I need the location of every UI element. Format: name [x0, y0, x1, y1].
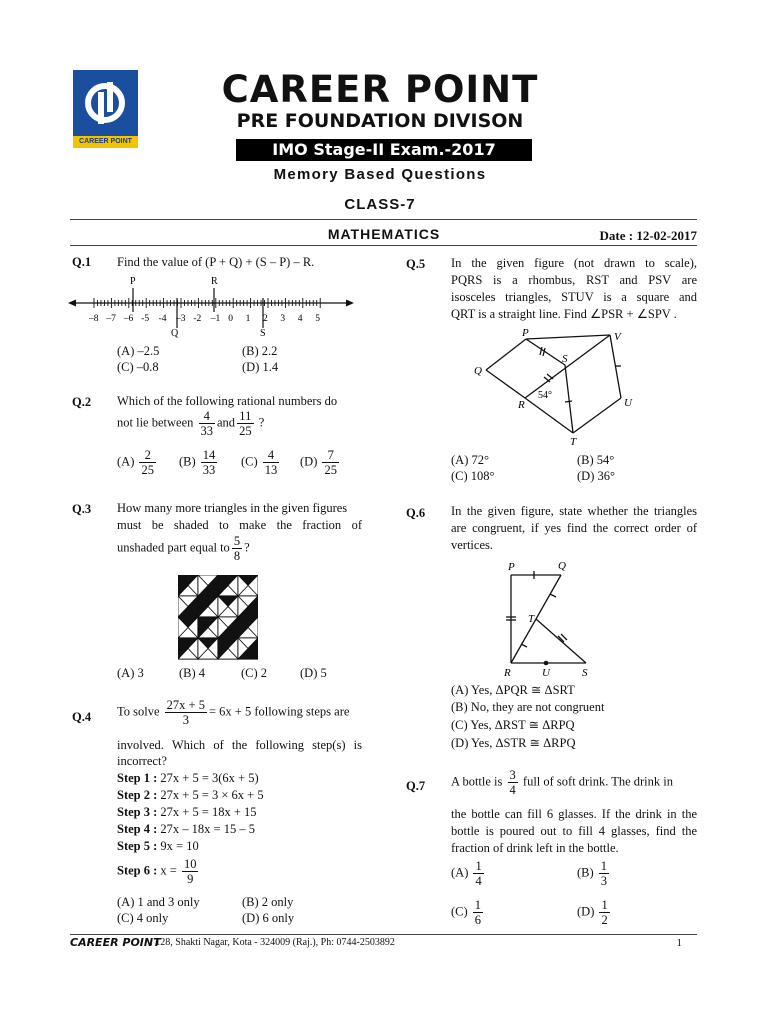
- question-text-4: QRT is a straight line. Find ∠PSR + ∠SPV .: [451, 307, 677, 321]
- career-point-logo: [73, 70, 138, 148]
- angle-label: 54°: [538, 390, 552, 401]
- label-r: R: [504, 667, 511, 679]
- label-u: U: [624, 397, 632, 409]
- division-title: PRE FOUNDATION DIVISON: [236, 110, 524, 132]
- label-q: Q: [558, 560, 566, 572]
- option-d: (D) $\frac{1}{2}$: [577, 898, 608, 927]
- label-t: T: [570, 436, 577, 448]
- option-c: (C) 4 only: [117, 911, 169, 925]
- option-b: (B) $\frac{14}{33}$: [179, 448, 216, 477]
- option-d: (D) Yes, ΔSTR ≅ ΔRPQ: [451, 736, 576, 750]
- step-6: Step 6 : x = $\frac{10}{9}$: [117, 857, 197, 886]
- question-text: To solve $\frac{27x + 5}{3}$ = 6x + 5 following steps are: [117, 698, 350, 727]
- tick-label: -2: [193, 314, 202, 324]
- memory-heading: Memory Based Questions: [273, 166, 487, 183]
- label-r: R: [211, 276, 218, 287]
- option-c: (C) 108°: [451, 469, 495, 483]
- step-1: Step 1 : 27x + 5 = 3(6x + 5): [117, 771, 259, 785]
- question-text-2: involved. Which of the following step(s) is: [117, 738, 362, 752]
- tick-label: –8: [89, 314, 99, 324]
- label-q: Q: [474, 365, 482, 377]
- tick-label: –7: [106, 314, 116, 324]
- triangle-grid-figure: [178, 575, 258, 661]
- question-text-2: the bottle can fill 6 glasses. If the drink in the: [451, 807, 697, 821]
- question-text-2: PQRS is a rhombus, RST and PSV are: [451, 273, 697, 287]
- question-text-2: are congruent, if yes find the correct order of: [451, 521, 697, 535]
- tick-label: -4: [158, 314, 167, 324]
- label-u: U: [542, 667, 550, 679]
- label-p: P: [508, 561, 515, 573]
- question-number: Q.5: [406, 257, 426, 271]
- option-d: (D) $\frac{7}{25}$: [300, 448, 337, 477]
- option-b: (B) 4: [179, 666, 206, 680]
- question-text: Find the value of (P + Q) + (S – P) – R.: [117, 255, 315, 269]
- option-a: (A) –2.5: [117, 344, 160, 358]
- option-c: (C) Yes, ΔRST ≅ ΔRPQ: [451, 718, 575, 732]
- header-divider: [70, 219, 697, 220]
- option-d: (D) 5: [300, 666, 327, 680]
- question-text-2: not lie between $\frac{4}{33}$ and $\frac{11}{25}$ ?: [117, 409, 265, 438]
- question-text: Which of the following rational numbers do: [117, 394, 338, 408]
- footer-brand: CAREER POINT: [70, 936, 161, 949]
- tick-label: 4: [297, 314, 303, 324]
- subject-heading: MATHEMATICS: [327, 226, 441, 242]
- question-number: Q.3: [72, 502, 92, 516]
- triangles-figure: [496, 556, 606, 680]
- option-d: (D) 36°: [577, 469, 615, 483]
- option-d: (D) 1.4: [242, 360, 279, 374]
- tick-label: -5: [141, 314, 150, 324]
- tick-label: 0: [228, 314, 233, 324]
- tick-label: –6: [123, 314, 134, 324]
- question-number: Q.7: [406, 779, 426, 793]
- point-u: [544, 661, 549, 666]
- option-b: (B) 2 only: [242, 895, 294, 909]
- option-d: (D) 6 only: [242, 911, 295, 925]
- question-text-2: must be shaded to make the fraction of: [117, 518, 362, 532]
- exam-banner: IMO Stage-II Exam.-2017: [236, 139, 532, 161]
- number-line-figure: [68, 270, 358, 340]
- question-text: How many more triangles in the given figures: [117, 501, 348, 515]
- option-a: (A) 72°: [451, 453, 489, 467]
- label-s: S: [562, 353, 568, 365]
- question-number: Q.6: [406, 506, 426, 520]
- brand-title: CAREER POINT: [221, 68, 539, 111]
- question-text-4: fraction of drink left in the bottle.: [451, 841, 619, 855]
- question-text: A bottle is $\frac{3}{4}$ full of soft drink. The drink in: [451, 768, 674, 797]
- question-text: In the given figure, state whether the triangles: [451, 504, 697, 518]
- option-a: (A) Yes, ΔPQR ≅ ΔSRT: [451, 683, 575, 697]
- footer-address: : 128, Shakti Nagar, Kota - 324009 (Raj.), Ph: 0744-2503892: [150, 937, 395, 948]
- question-text-3: isosceles triangles, STUV is a square and: [451, 290, 697, 304]
- question-text-3: bottle is poured out to fill 4 glasses, find the: [451, 824, 697, 838]
- label-t: T: [528, 613, 535, 625]
- label-p: P: [130, 276, 136, 287]
- step-5: Step 5 : 9x = 10: [117, 839, 199, 853]
- option-a: (A) $\frac{2}{25}$: [117, 448, 154, 477]
- exam-date: Date : 12-02-2017: [599, 228, 697, 243]
- option-c: (C) $\frac{4}{13}$: [241, 448, 278, 477]
- option-c: (C) –0.8: [117, 360, 159, 374]
- option-b: (B) $\frac{1}{3}$: [577, 859, 608, 888]
- tick-label: 2: [263, 314, 268, 324]
- question-text-3: incorrect?: [117, 754, 167, 768]
- label-s: S: [582, 667, 588, 679]
- option-c: (C) 2: [241, 666, 268, 680]
- option-a: (A) $\frac{1}{4}$: [451, 859, 482, 888]
- label-v: V: [614, 331, 621, 343]
- footer-divider: [70, 934, 697, 935]
- class-heading: CLASS-7: [344, 196, 416, 213]
- tick-label: 5: [315, 314, 320, 324]
- option-b: (B) 2.2: [242, 344, 278, 358]
- tick-label: 1: [245, 314, 251, 324]
- question-number: Q.2: [72, 395, 92, 409]
- question-text: In the given figure (not drawn to scale),: [451, 256, 697, 270]
- option-c: (C) $\frac{1}{6}$: [451, 898, 482, 927]
- label-r: R: [518, 399, 525, 411]
- question-text-3: vertices.: [451, 538, 493, 552]
- arrow-left-icon: [68, 300, 76, 307]
- page-number: 1: [676, 937, 682, 949]
- label-p: P: [522, 327, 529, 339]
- tick-label: 3: [280, 314, 286, 324]
- step-2: Step 2 : 27x + 5 = 3 × 6x + 5: [117, 788, 264, 802]
- logo-caption: CAREER POINT: [73, 136, 138, 148]
- question-number: Q.1: [72, 255, 92, 269]
- question-number: Q.4: [72, 710, 92, 724]
- subject-divider: [70, 245, 697, 246]
- question-text-3: unshaded part equal to $\frac{5}{8}$ ?: [117, 534, 250, 563]
- option-a: (A) 3: [117, 666, 144, 680]
- tick-label: –3: [176, 314, 186, 324]
- tick-label: –1: [210, 314, 221, 324]
- step-3: Step 3 : 27x + 5 = 18x + 15: [117, 805, 257, 819]
- option-b: (B) No, they are not congruent: [451, 700, 605, 714]
- arrow-right-icon: [346, 300, 354, 307]
- step-4: Step 4 : 27x – 18x = 15 – 5: [117, 822, 255, 836]
- rhombus-square-figure: [470, 326, 640, 450]
- logo-emblem-icon: [73, 70, 138, 136]
- option-b: (B) 54°: [577, 453, 615, 467]
- label-q: Q: [171, 328, 179, 339]
- label-s: S: [260, 328, 266, 339]
- option-a: (A) 1 and 3 only: [117, 895, 200, 909]
